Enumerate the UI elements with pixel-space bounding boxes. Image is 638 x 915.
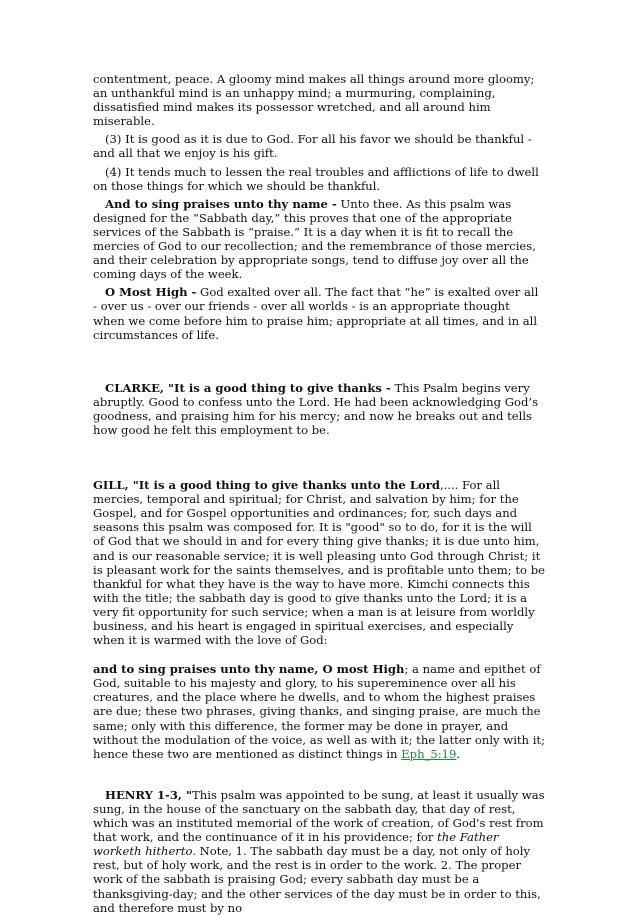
paragraph-henry (93, 788, 545, 915)
paragraph-gill-praises (93, 662, 545, 761)
sentence-end: . (456, 746, 461, 761)
commentary-text: God exalted over all. The fact that “he” is exalted over all - over us - over our friends - over all worlds - is an appropriate thought when we come before him to praise him; appropriate at all times, and in all circumstances of life. (93, 285, 539, 342)
paragraph-sing-praises (93, 197, 545, 282)
commentary-text: This psalm was appointed to be sung, at least it usually was sung, in the house of the sanctuary on the sabbath day, that day of rest, which was an instituted memorial of the work of creation, of God's rest from that work, and the continuance of it in his providence; for (93, 787, 545, 845)
paragraph-point-3: (3) It is good as it is due to God. For all his favor we should be thankful - and all that we enjoy is his gift. (93, 132, 532, 161)
commentary-text: ,.... For all mercies, temporal and spiritual; for Christ, and salvation by him; for the Gospel, and for Gospel opportunities and ordinances; for, such days and seasons this psalm was composed for. It is "good" so to do, for it is the will of God that we should in and for every thing give thanks; it is due unto him, and is our reasonable service; it is well pleasing unto God through Christ; it is pleasant work for the saints themselves, and is profitable unto them; to be thankful for what they have is the way to have more. Kimchi connects this with the title; the sabbath day is good to give thanks unto the Lord; it is a very fit opportunity for such service; when a man is at leisure from worldly business, and his heart is engaged in spiritual exercises, and especially when it is warmed with the love of God: (93, 478, 545, 648)
paragraph-clarke (93, 381, 545, 437)
paragraph-contentment: contentment, peace. A gloomy mind makes all things around more gloomy; an unthankful mind is an unhappy mind; a murmuring, complaining, dissatisfied mind makes its possessor wretched, and all around him miserable. (93, 72, 535, 129)
commentary-text: ; a name and epithet of God, suitable to his majesty and glory, to his supereminence over all his creatures, and the place where he dwells, and to whom the highest praises are due; these two phrases, giving thanks, and singing praise, are much the same; only with this difference, the former may be done in prayer, and without the modulation of the voice, as well as with it; the latter only with it; hence these two are mentioned as distinct things in (93, 662, 545, 761)
commentator-heading-henry: HENRY 1-3, " (105, 787, 193, 802)
italic-quote: the Father worketh hitherto. (93, 830, 499, 859)
paragraph-point-4: (4) It tends much to lessen the real troubles and afflictions of life to dwell on those things for which we should be thankful. (93, 164, 539, 193)
commentary-text: Unto thee. As this psalm was designed for the “Sabbath day,” this proves that one of the appropriate services of the Sabbath is “praise.” It is a day when it is fit to recall the mercies of God to our recollection; and the remembrance of those mercies, and their celebration by appropriate songs, tend to diffuse joy over all the coming days of the week. (93, 196, 536, 282)
commentator-heading-gill: GILL, "It is a good thing to give thanks unto the Lord (93, 478, 440, 493)
paragraph-most-high (93, 285, 545, 341)
commentator-heading-clarke: CLARKE, "It is a good thing to give thanks - (105, 380, 391, 395)
verse-heading-gill-praises: and to sing praises unto thy name, O most High (93, 662, 405, 677)
verse-heading-most-high: O Most High - (105, 285, 197, 300)
commentary-text: This Psalm begins very abruptly. Good to confess unto the Lord. He had been acknowledging God’s goodness, and praising him for his mercy; and now he breaks out and tells how good he felt this employment to be. (93, 380, 539, 437)
verse-heading-sing-praises: And to sing praises unto thy name - (105, 196, 337, 211)
commentary-text: Note, 1. The sabbath day must be a day, not only of holy rest, but of holy work, and the rest is in order to the work. 2. The proper work of the sabbath is praising God; every sabbath day must be a thanksgiving-day; and the other services of the day must be in order to this, and therefore must by no (93, 844, 541, 915)
document-page (93, 72, 545, 915)
paragraph-gill-thanks (93, 478, 545, 647)
scripture-reference-link[interactable]: Eph_5:19 (401, 746, 457, 761)
